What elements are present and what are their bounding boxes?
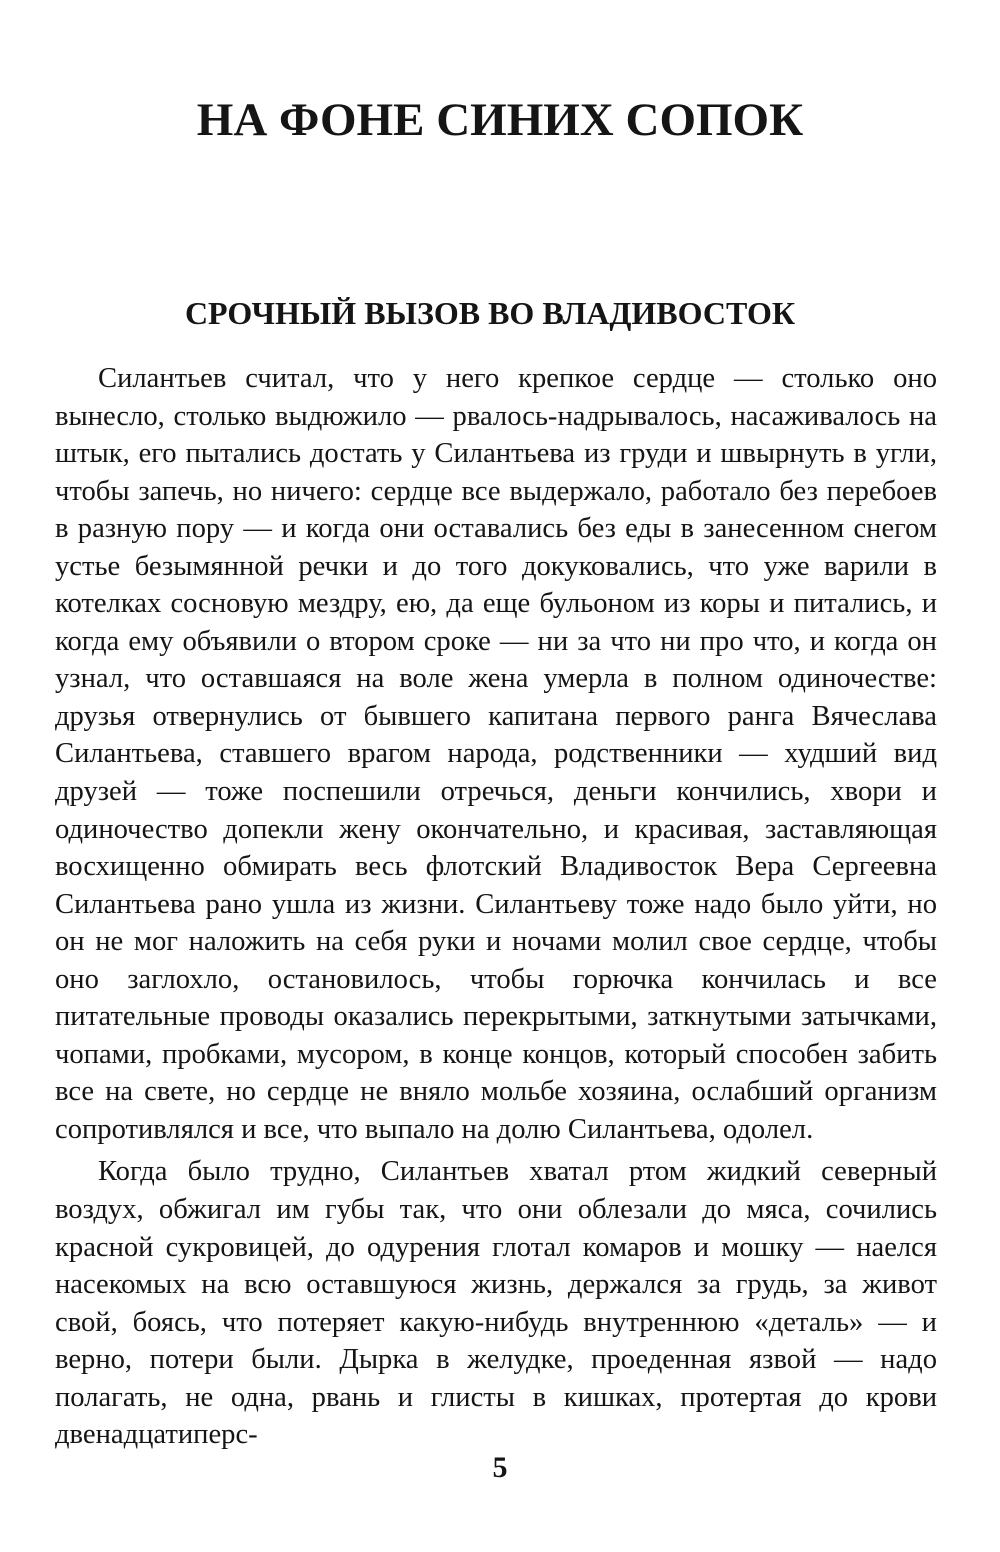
- body-text: [55, 360, 937, 1454]
- chapter-title: СРОЧНЫЙ ВЫЗОВ ВО ВЛАДИВОСТОК: [184, 295, 796, 331]
- paragraph-2: Когда было трудно, Силантьев хватал ртом жидкий северный воздух, обжигал им губы так, что они облезали до мяса, сочились красной сукровицей, до одурения глотал комаров и мошку — наелся насекомых на всю оставшуюся жизнь, держался за грудь, за живот свой, боясь, что потеряет какую-нибудь внутреннюю «деталь» — и верно, потери были. Дырка в желудке, проеденная язвой — надо полагать, не одна, рвань и глисты в кишках, протертая до крови двенадцатиперс-: [55, 1156, 937, 1451]
- book-title: НА ФОНЕ СИНИХ СОПОК: [196, 94, 804, 146]
- paragraph-1: Силантьев считал, что у него крепкое сердце — столько оно вынесло, столько выдюжило — рвалось-надрывалось, насаживалось на штык, его пытались достать у Силантьева из груди и швырнуть в угли, чтобы запечь, но ничего: сердце все выдержало, работало без перебоев в разную пору — и когда они оставались без еды в занесенном снегом устье безымянной речки и до того докуковались, что уже варили в котелках сосновую мездру, ею, да еще бульоном из коры и питались, и когда ему объявили о втором сроке — ни за что ни про что, и когда он узнал, что оставшаяся на воле жена умерла в полном одиночестве: друзья отвернулись от бывшего капитана первого ранга Вячеслава Силантьева, ставшего врагом народа, родственники — худший вид друзей — тоже поспешили отречься, деньги кончились, хвори и одиночество допекли жену окончательно, и красивая, заставляющая восхищенно обмирать весь флотский Владивосток Вера Сергеевна Силантьева рано ушла из жизни. Силантьеву тоже надо было уйти, но он не мог наложить на себя руки и ночами молил свое сердце, чтобы оно заглохло, остановилось, чтобы горючка кончилась и все питательные проводы оказались перекрытыми, заткнутыми затычками, чопами, пробками, мусором, в конце концов, который способен забить все на свете, но сердце не вняло мольбе хозяина, ослабший организм сопротивлялся и все, что выпало на долю Силантьева, одолел.: [55, 363, 937, 1145]
- page-number: 5: [492, 1451, 508, 1484]
